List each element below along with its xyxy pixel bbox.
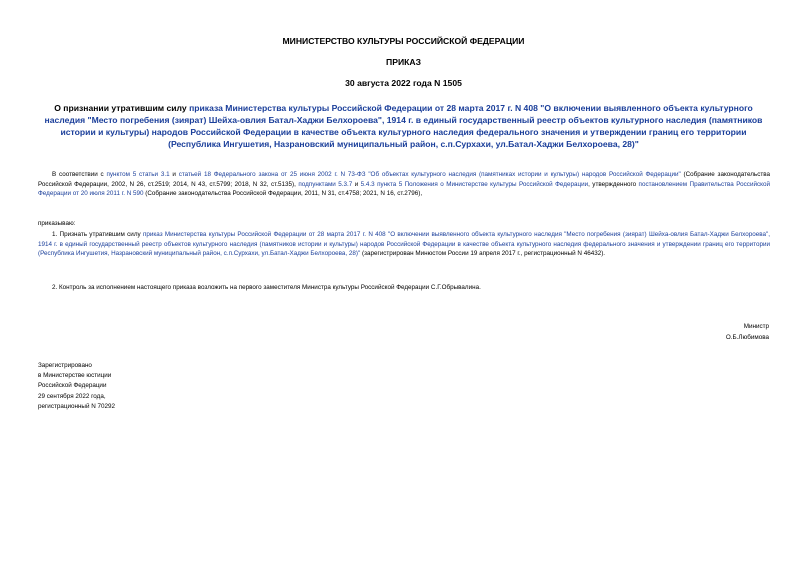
item-1-text-2: (зарегистрирован Минюстом России 19 апреля 2017 г., регистрационный N 46432). <box>360 250 606 258</box>
document-date-number: 30 августа 2022 года N 1505 <box>345 78 462 88</box>
preamble-text-4: и <box>352 180 361 188</box>
regulation-link[interactable]: 5.4.3 пункта 5 Положения о Министерстве культуры Российской Федерации <box>360 180 589 188</box>
registration-block <box>38 361 115 412</box>
law-article-link[interactable]: пунктом 5 статьи 3.1 <box>106 171 170 178</box>
registration-line: регистрационный N 70292 <box>38 402 116 410</box>
preamble-text-5: , утвержденного <box>588 180 639 188</box>
item-2-paragraph: 2. Контроль за исполнением настоящего приказа возложить на первого заместителя Министра культуры Российской Федерации С.Г.Обрывалина. <box>52 284 481 291</box>
federal-law-link[interactable]: статьей 18 Федерального закона от 25 июня 2002 г. N 73-ФЗ "Об объектах культурного наследия (памятниках истории и культуры) народов Российской Федерации" <box>178 171 681 178</box>
government-resolution-link[interactable]: постановлением Правительства Российской Федерации от 20 июля 2011 г. N 590 <box>38 180 770 198</box>
preamble-text-2: и <box>169 171 179 178</box>
registration-line: 29 сентября 2022 года, <box>38 392 106 400</box>
ministry-heading: МИНИСТЕРСТВО КУЛЬТУРЫ РОССИЙСКОЙ ФЕДЕРАЦИИ <box>282 36 525 46</box>
document-title <box>38 102 769 150</box>
item-1-text-1: 1. Признать утратившим силу <box>52 231 143 238</box>
revoked-order-link[interactable]: приказ Министерства культуры Российской Федерации от 28 марта 2017 г. N 408 "О включении выявленного объекта культурного наследия "Место погребения (зиярат) Шейха-овлия Батал-Хаджи Белхороева", 1914 г. в единый государственный реестр объектов культурного наследия (памятников истории и культуры) народов Российской Федерации в качестве объекта культурного наследия федерального значения и утверждении границ его территории (Республика Ингушетия, Назрановский муниципальный район, с.п.Сурхахи, ул.Батал-Хаджи Белхороева, 28)" <box>38 231 770 258</box>
registration-line: в Министерстве юстиции <box>38 372 112 380</box>
title-link[interactable]: приказа Министерства культуры Российской Федерации от 28 марта 2017 г. N 408 "О включении выявленного объекта культурного наследия "Место погребения (зиярат) Шейха-овлия Батал-Хаджи Белхороева", 1914 г. в единый государственный реестр объектов культурного наследия (памятников истории и культуры) народов Российской Федерации в качестве объекта культурного наследия федерального значения и утверждении границ его территории (Республика Ингушетия, Назрановский муниципальный район, с.п.Сурхахи, ул.Батал-Хаджи Белхороева, 28)" <box>44 103 763 149</box>
document-type: ПРИКАЗ <box>386 57 421 67</box>
signatory-position: Министр <box>743 323 769 330</box>
subclause-link[interactable]: подпунктами 5.3.7 <box>298 180 353 188</box>
signatory-name: О.Б.Любимова <box>725 333 769 341</box>
preamble-text-6: (Собрание законодательства Российской Федерации, 2011, N 31, ст.4758; 2021, N 16, ст.2796), <box>143 190 423 198</box>
signature-block <box>726 322 769 343</box>
title-prefix: О признании утратившим силу <box>54 103 190 113</box>
item-1-paragraph <box>38 230 770 259</box>
preamble-text-3: (Собрание законодательства Российской Федерации, 2002, N 26, ст.2519; 2014, N 43, ст.5799; 2018, N 32, ст.5135), <box>38 171 771 188</box>
registration-line: Зарегистрировано <box>38 362 92 369</box>
preamble-paragraph <box>38 170 770 199</box>
registration-line: Российской Федерации <box>38 382 107 390</box>
decree-word: приказываю: <box>38 220 76 227</box>
preamble-text-1: В соответствии с <box>52 171 107 178</box>
